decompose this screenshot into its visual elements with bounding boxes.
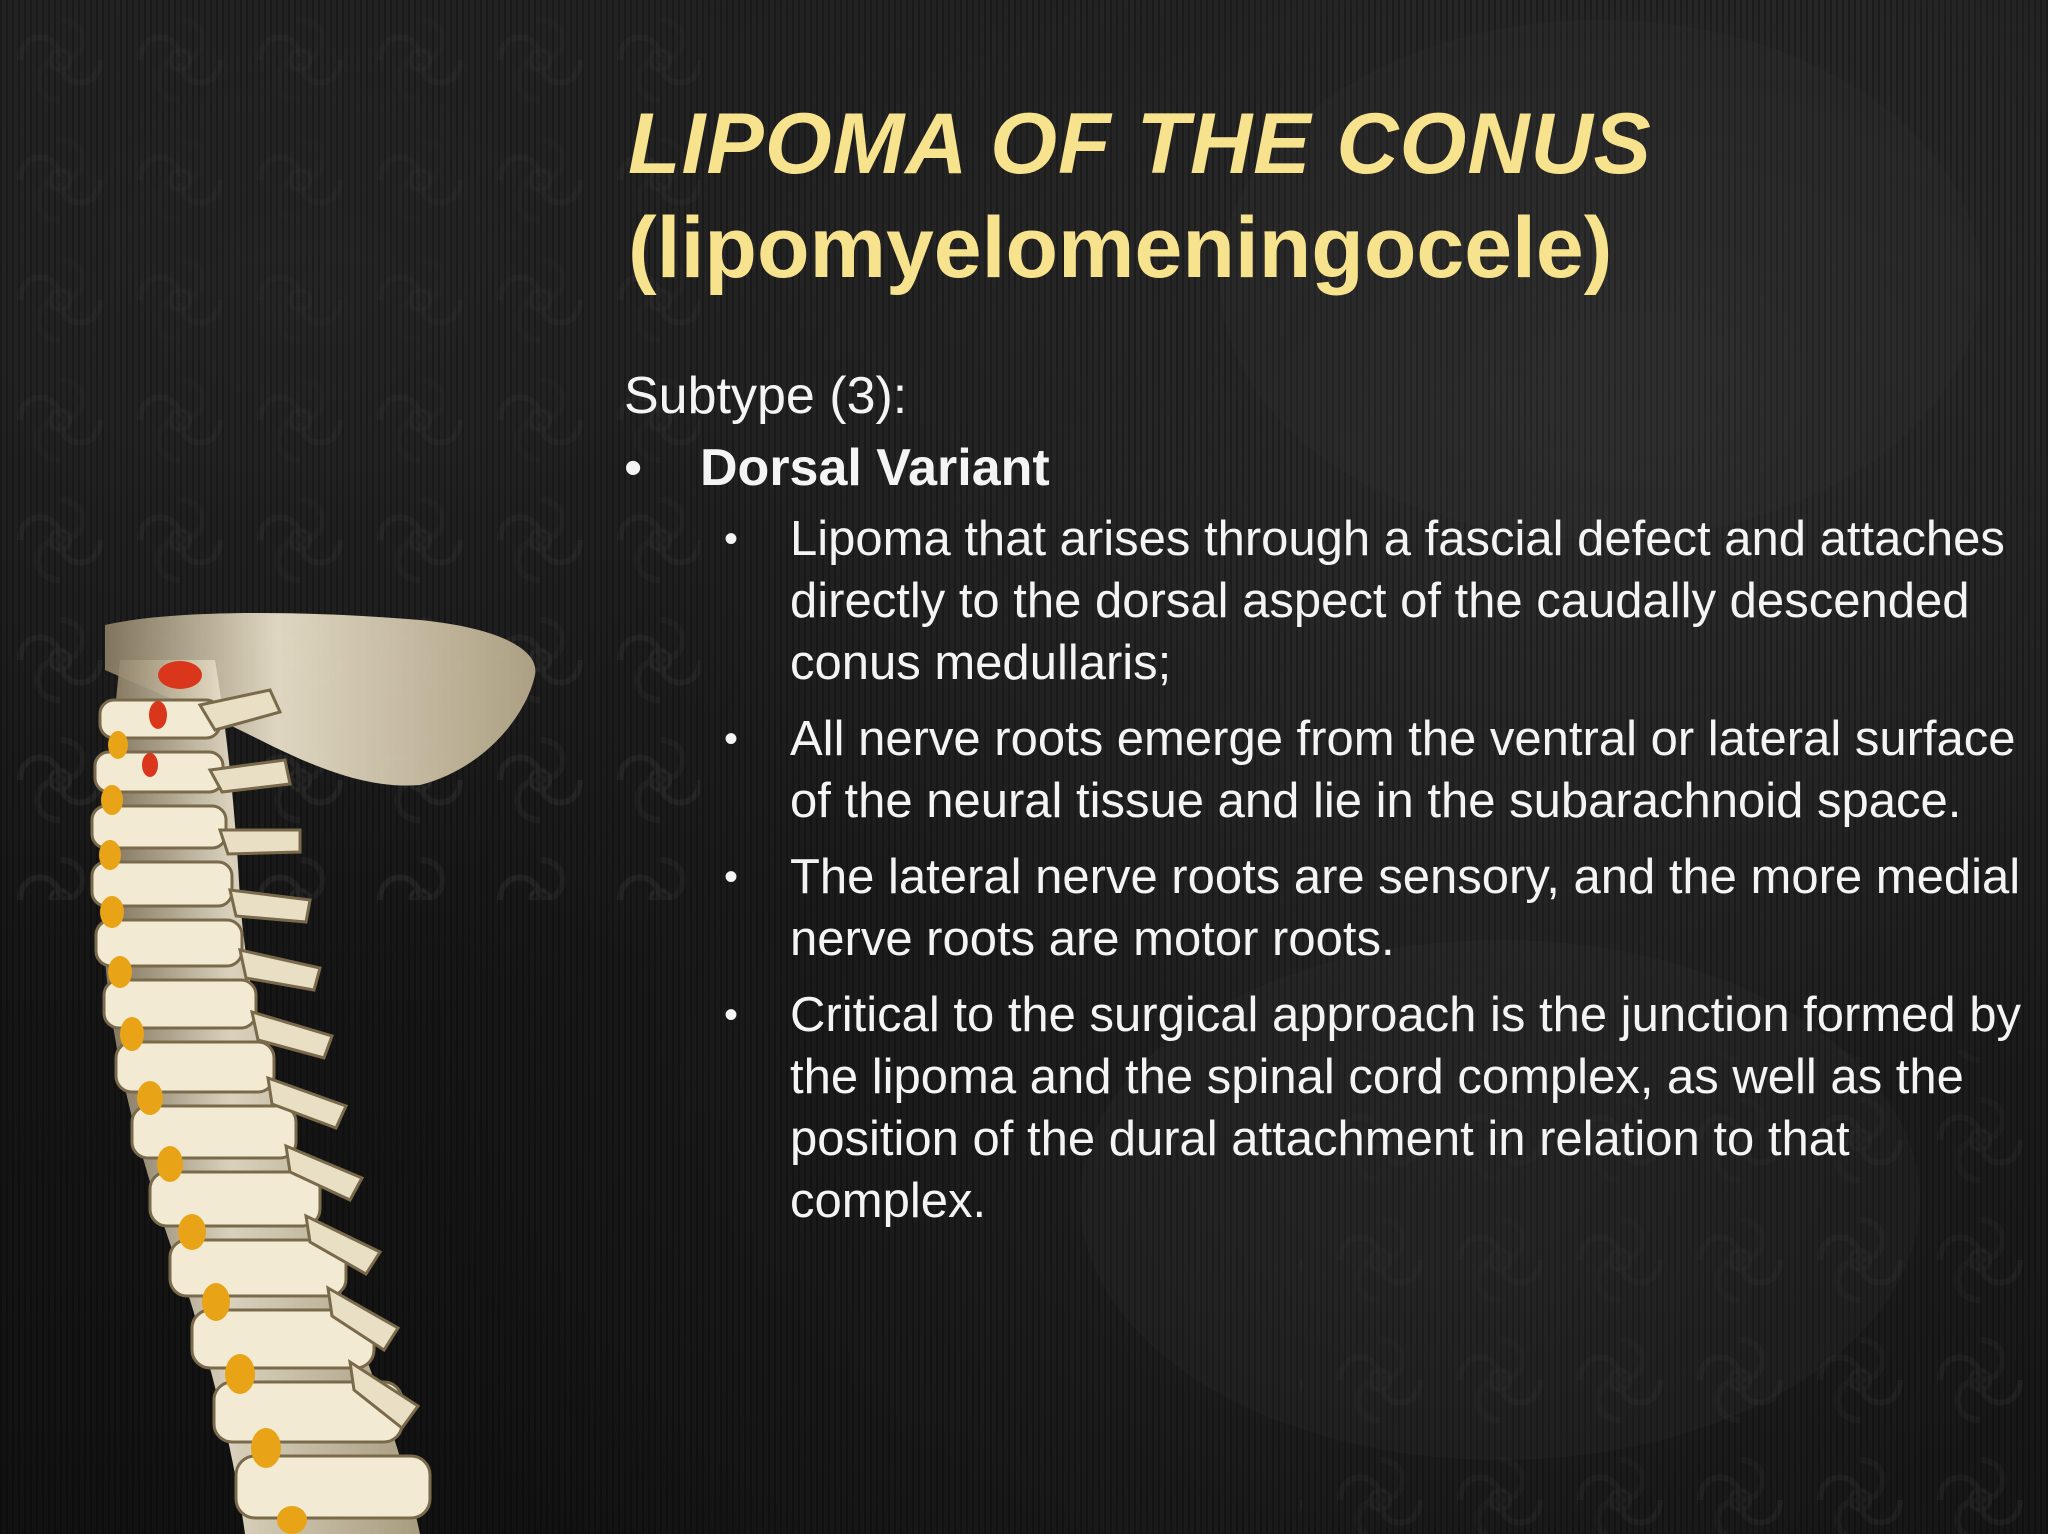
subtype-label: Subtype (3): [624,367,908,425]
point-text: All nerve roots emerge from the ventral or lateral surface of the neural tissue and lie in the subarachnoid space. [790,712,2016,828]
bullet: • [724,717,739,761]
point-text: The lateral nerve roots are sensory, and the more medial nerve roots are motor roots. [790,850,2021,966]
variant-heading [624,434,2024,502]
slide-body [624,362,2024,1246]
point-text: Lipoma that arises through a fascial defect and attaches directly to the dorsal aspect of the caudally descended conus medullaris; [790,512,2005,690]
bullet: • [724,855,739,899]
list-item [724,846,2024,970]
bullet: • [724,517,739,561]
variant-points [624,508,2024,1232]
bullet: • [724,993,739,1037]
title-main: LIPOMA OF THE CONUS [628,96,1652,192]
list-item [724,708,2024,832]
title-subtitle: (lipomyelomeningocele) [628,200,1613,296]
list-item [724,984,2024,1232]
list-item [724,508,2024,694]
variant-label: Dorsal Variant [700,439,1050,497]
slide-title [628,92,2008,300]
bullet: • [624,439,643,497]
point-text: Critical to the surgical approach is the junction formed by the lipoma and the spinal cord complex, as well as the position of the dural attachment in relation to that complex. [790,988,2022,1228]
